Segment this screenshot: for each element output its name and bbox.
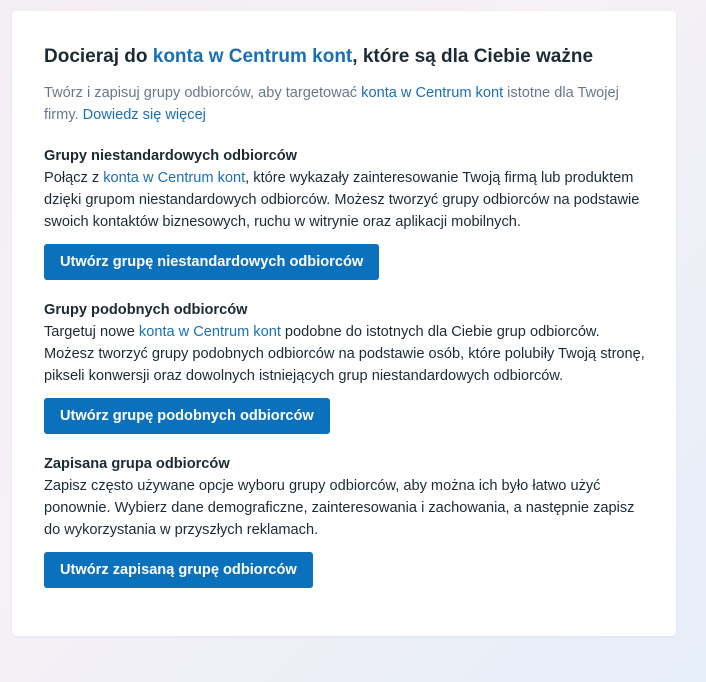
title-accounts-link[interactable]: konta w Centrum kont [152, 46, 353, 67]
accounts-link[interactable]: konta w Centrum kont [103, 170, 246, 186]
intro-text [44, 82, 644, 126]
section-description [44, 321, 648, 387]
section-heading: Grupy niestandardowych odbiorców [44, 148, 297, 164]
description-prefix: Targetuj nowe [44, 324, 139, 340]
create-custom-audience-button[interactable]: Utwórz grupę niestandardowych odbiorców [44, 244, 379, 280]
description-suffix: podobne do istotnych dla Ciebie grup odbiorców. Możesz tworzyć grupy podobnych odbiorców na podstawie osób, które polubiły Twoją stronę, pikseli konwersji oraz dowolnych istniejących grup niestandardowych odbiorców. [44, 324, 645, 384]
section-description: Zapisz często używane opcje wyboru grupy odbiorców, aby można ich było łatwo użyć ponownie. Wybierz dane demograficzne, zainteresowania i zachowania, a następnie zapisz do wykorzystania w przyszłych reklamach. [44, 478, 635, 538]
accounts-link[interactable]: konta w Centrum kont [138, 324, 281, 340]
intro-suffix: istotne dla Twojej firmy. [44, 85, 619, 123]
saved-audience-section [44, 453, 644, 588]
create-lookalike-audience-button[interactable]: Utwórz grupę podobnych odbiorców [44, 398, 330, 434]
intro-prefix: Twórz i zapisuj grupy odbiorców, aby targetować [44, 85, 362, 101]
section-heading: Grupy podobnych odbiorców [44, 302, 248, 318]
section-description [44, 167, 648, 233]
card-title [44, 44, 644, 70]
description-suffix: , które wykazały zainteresowanie Twoją firmą lub produktem dzięki grupom niestandardowych odbiorców. Możesz tworzyć grupy odbiorców na podstawie swoich kontaktów biznesowych, ruchu w witrynie oraz aplikacji mobilnych. [44, 170, 640, 230]
section-heading: Zapisana grupa odbiorców [44, 456, 230, 472]
audience-card [12, 11, 676, 636]
description-prefix: Połącz z [44, 170, 104, 186]
intro-accounts-link[interactable]: konta w Centrum kont [361, 85, 504, 101]
custom-audiences-section [44, 145, 644, 280]
lookalike-audiences-section [44, 299, 644, 434]
title-suffix: , które są dla Ciebie ważne [352, 46, 594, 67]
title-prefix: Docieraj do [44, 46, 153, 67]
learn-more-link[interactable]: Dowiedz się więcej [82, 107, 206, 123]
create-saved-audience-button[interactable]: Utwórz zapisaną grupę odbiorców [44, 552, 313, 588]
